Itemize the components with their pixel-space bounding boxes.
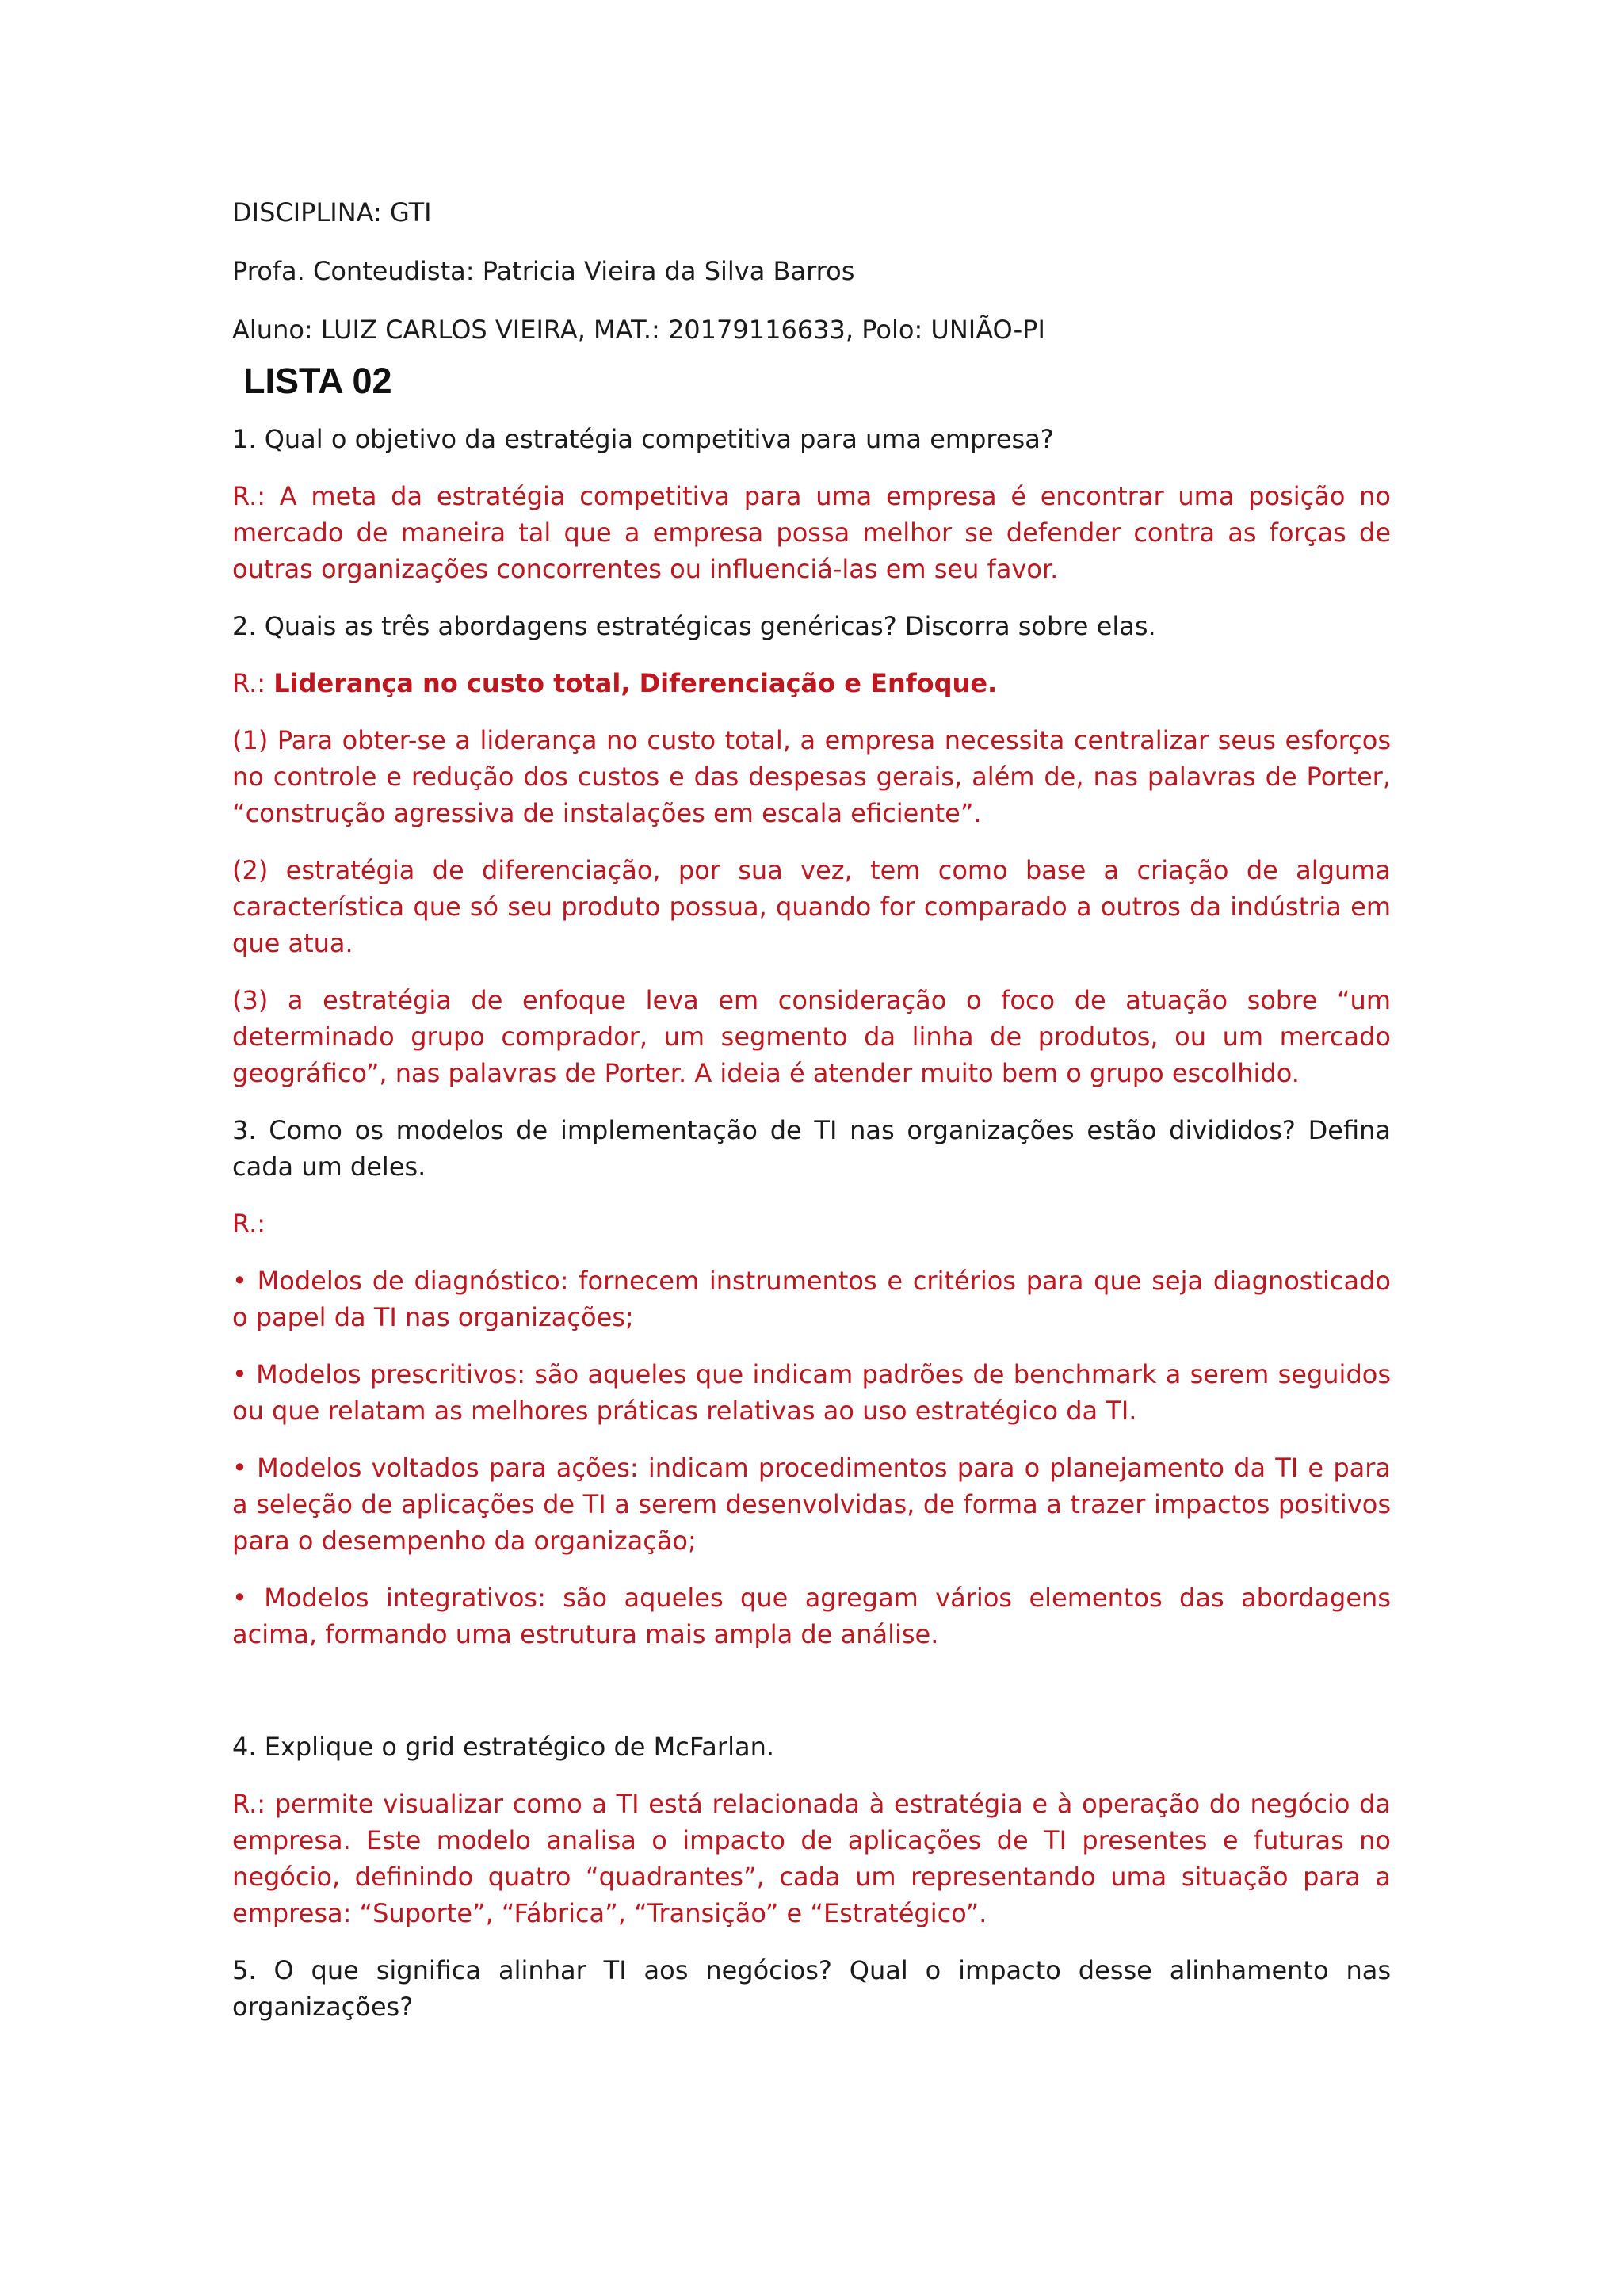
question-3: 3. Como os modelos de implementação de TI nas organizações estão divididos? Defina cada um deles. bbox=[232, 1115, 1391, 1182]
teacher-line: Profa. Conteudista: Patricia Vieira da Silva Barros bbox=[232, 256, 855, 286]
answer-3-bullet: • Modelos de diagnóstico: fornecem instrumentos e critérios para que seja diagnosticado o papel da TI nas organizações; bbox=[232, 1266, 1391, 1332]
answer-2-summary bbox=[232, 665, 1391, 701]
discipline-line: DISCIPLINA: GTI bbox=[232, 197, 432, 227]
answer-3-bullet: • Modelos integrativos: são aqueles que agregam vários elementos das abordagens acima, formando uma estrutura mais ampla de análise. bbox=[232, 1583, 1391, 1649]
question-1: 1. Qual o objetivo da estratégia competitiva para uma empresa? bbox=[232, 424, 1054, 454]
answer-2-paragraph-3: (3) a estratégia de enfoque leva em consideração o foco de atuação sobre “um determinado grupo comprador, um segmento da linha de produtos, ou um mercado geográfico”, nas palavras de Porter. A ideia é atender muito bem o grupo escolhido. bbox=[232, 985, 1391, 1088]
student-line: Aluno: LUIZ CARLOS VIEIRA, MAT.: 20179116633, Polo: UNIÃO-PI bbox=[232, 315, 1045, 345]
answer-3-prefix: R.: bbox=[232, 1209, 266, 1239]
question-4: 4. Explique o grid estratégico de McFarlan. bbox=[232, 1732, 775, 1762]
answer-2-paragraph-2: (2) estratégia de diferenciação, por sua vez, tem como base a criação de alguma característica que só seu produto possua, quando for comparado a outros da indústria em que atua. bbox=[232, 855, 1391, 958]
question-2: 2. Quais as três abordagens estratégicas genéricas? Discorra sobre elas. bbox=[232, 611, 1156, 641]
question-5: 5. O que significa alinhar TI aos negócios? Qual o impacto desse alinhamento nas organizações? bbox=[232, 1955, 1391, 2022]
answer-2-bold: Liderança no custo total, Diferenciação e Enfoque. bbox=[273, 668, 998, 698]
answer-1: R.: A meta da estratégia competitiva para uma empresa é encontrar uma posição no mercado de maneira tal que a empresa possa melhor se defender contra as forças de outras organizações concorrentes ou influenciá-las em seu favor. bbox=[232, 481, 1391, 584]
document-body bbox=[232, 194, 1391, 2046]
answer-2-paragraph-1: (1) Para obter-se a liderança no custo total, a empresa necessita centralizar seus esforços no controle e redução dos custos e das despesas gerais, além de, nas palavras de Porter, “construção agressiva de instalações em escala eficiente”. bbox=[232, 725, 1391, 828]
answer-3-bullet: • Modelos prescritivos: são aqueles que indicam padrões de benchmark a serem seguidos ou que relatam as melhores práticas relativas ao uso estratégico da TI. bbox=[232, 1359, 1391, 1426]
answer-4: R.: permite visualizar como a TI está relacionada à estratégia e à operação do negócio da empresa. Este modelo analisa o impacto de aplicações de TI presentes e futuras no negócio, definindo quatro “quadrantes”, cada um representando uma situação para a empresa: “Suporte”, “Fábrica”, “Transição” e “Estratégico”. bbox=[232, 1789, 1391, 1928]
answer-3-bullet: • Modelos voltados para ações: indicam procedimentos para o planejamento da TI e para a seleção de aplicações de TI a serem desenvolvidas, de forma a trazer impactos positivos para o desempenho da organização; bbox=[232, 1453, 1391, 1556]
page-title: LISTA 02 bbox=[243, 361, 392, 401]
answer-prefix: R.: bbox=[232, 668, 274, 698]
